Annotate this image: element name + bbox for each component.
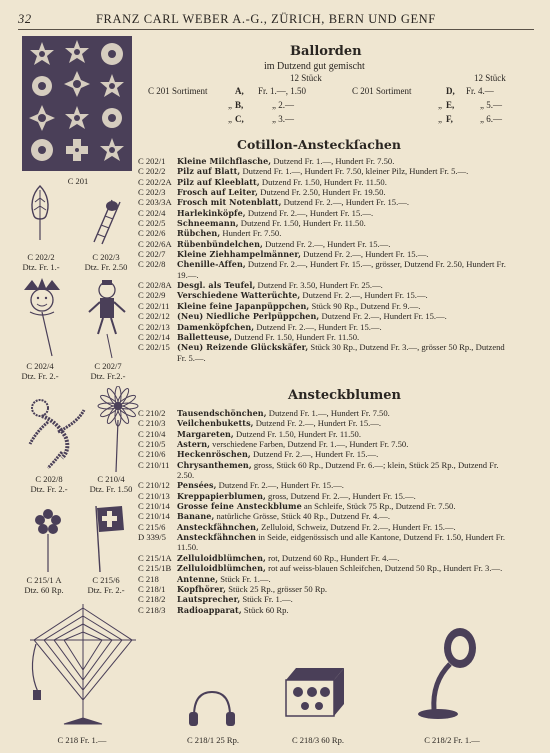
item-name: Kopfhörer, (177, 583, 227, 594)
item-name: Schneemann, (177, 218, 239, 229)
item-code: C 210/2 (138, 408, 166, 418)
item-price-text: Dutzend Fr. 2.—, Hundert Fr. 15.—, grösser, Dutzend Fr. 2.50, Hundert Fr. 19.—. (177, 259, 506, 280)
ballorden-prefix: „ (228, 114, 232, 124)
item-price-text: Dutzend Fr. 1.50, Hundert Fr. 11.50. (240, 218, 366, 229)
item-code: C 202/9 (138, 290, 166, 301)
item-name: Kleine Milchflasche, (177, 156, 272, 166)
item-name: Frosch auf Leiter, (177, 187, 259, 198)
item-code: C 210/5 (138, 439, 166, 450)
item-code: C 202/13 (138, 321, 170, 332)
item-code: C 202/4 (138, 207, 166, 218)
item-code: C 202/15 (138, 342, 170, 353)
ballorden-subtitle: im Dutzend gut gemischt (264, 61, 365, 72)
item-name: (Neu) Reizende Glückskäfer, (177, 342, 309, 353)
page-number: 32 (18, 12, 32, 26)
list-item (138, 584, 516, 594)
item-code: C 202/7 (138, 249, 166, 260)
item-description (177, 605, 516, 615)
item-description (177, 280, 516, 290)
item-name: Pensées, (177, 480, 217, 491)
item-price-text: Dutzend Fr. 1.50, Hundert Fr. 11.50. (261, 176, 387, 187)
list-item (138, 342, 516, 363)
item-price-text: Hundert Fr. 7.50. (222, 228, 282, 239)
jumping-jack-illustration (86, 278, 128, 360)
caption-c201: C 201 (67, 176, 89, 186)
qty-header-left: 12 Stück (290, 73, 322, 83)
item-code: C 202/2A (138, 176, 172, 187)
item-price-text: natürliche Grösse, Stück 40 Rp., Dutzend Fr. 4.—. (216, 511, 391, 522)
item-name: Frosch mit Notenblatt, (177, 197, 282, 208)
ballorden-price: Fr. 4.— (466, 86, 494, 96)
item-price-text: Dutzend Fr. 3.50, Hundert Fr. 25.—. (257, 280, 383, 291)
caption-code: C 215/6 (92, 575, 120, 585)
item-name: Chenille-Affen, (177, 259, 246, 270)
caption-code: C 202/4 (26, 361, 54, 371)
item-code: C 202/12 (138, 311, 170, 322)
list-item (138, 501, 516, 511)
item-price-text: Stück Fr. 1.—. (242, 594, 293, 605)
list-item (138, 449, 516, 459)
section-title-cotillon: Cotillon-Ansteckſachen (237, 137, 401, 152)
item-code: C 202/8 (138, 259, 166, 270)
item-price-text: Dutzend Fr. 2.—, Hundert Fr. 15.—. (302, 290, 428, 301)
list-item (138, 563, 516, 573)
item-code: C 210/14 (138, 511, 170, 522)
item-code: C 202/14 (138, 331, 170, 342)
caption-c202-2 (18, 252, 64, 272)
item-description (177, 218, 516, 228)
item-code: C 210/14 (138, 501, 170, 512)
item-name: Pilz auf Kleeblatt, (177, 176, 260, 187)
item-price-text: Dutzend Fr. 2.—, Hundert Fr. 15.—. (265, 238, 391, 249)
ballorden-letter: C, (235, 114, 244, 124)
list-item (138, 429, 516, 439)
list-item (138, 280, 516, 290)
item-price-text: Dutzend Fr. 2.—, Hundert Fr. 15.—. (303, 249, 429, 260)
item-name: Ansteckfähnchen, (177, 521, 259, 532)
item-name: Margareten, (177, 428, 234, 439)
item-name: Chrysanthemen, (177, 459, 252, 470)
item-name: Banane, (177, 511, 215, 522)
item-price-text: Dutzend Fr. 2.50, Hundert Fr. 19.50. (260, 187, 386, 198)
caption-code: C 202/2 (27, 252, 55, 262)
item-description (177, 429, 516, 439)
list-item (138, 166, 516, 176)
item-price-text: Dutzend Fr. 2.—, Hundert Fr. 15.—. (218, 480, 344, 491)
item-description (177, 177, 516, 187)
caption-price: Dtz. Fr. 2.- (30, 484, 68, 494)
item-name: Grosse feine Ansteckblume (177, 501, 302, 512)
item-description (177, 594, 516, 604)
item-price-text: gross, Dutzend Fr. 2.—, Hundert Fr. 15.—. (268, 490, 416, 501)
list-item (138, 522, 516, 532)
caption-c218-3: C 218/3 60 Rp. (292, 735, 344, 745)
item-name: Pilz auf Blatt, (177, 166, 241, 177)
item-code: C 210/13 (138, 490, 170, 501)
caption-price: Dtz. Fr.2.- (90, 371, 126, 381)
item-code: C 218/3 (138, 604, 166, 615)
caption-price: Dtz. Fr. 2.- (87, 585, 125, 595)
item-description (177, 449, 516, 459)
item-name: (Neu) Niedliche Perlpüppchen, (177, 311, 320, 322)
item-name: Balletteuse, (177, 331, 232, 342)
item-description (177, 166, 516, 176)
radio-set-illustration (282, 662, 348, 722)
item-description (177, 491, 516, 501)
list-item (138, 311, 516, 321)
ballorden-prefix: C 201 Sortiment (352, 86, 412, 96)
item-name: Heckenröschen, (177, 449, 251, 460)
item-description (177, 511, 516, 521)
item-code: C 210/4 (138, 428, 166, 439)
item-code: C 218 (138, 573, 159, 584)
margarete-flower-illustration (96, 386, 140, 476)
item-price-text: rot, Dutzend 60 Rp., Hundert Fr. 4.—. (268, 552, 400, 563)
list-item (138, 218, 516, 228)
item-description (177, 187, 516, 197)
item-name: Zelluloidblümchen, (177, 552, 266, 563)
caption-c218: C 218 Fr. 1.— (57, 735, 107, 745)
page-header (18, 10, 534, 30)
item-price-text: Dutzend Fr. 1.—, Hundert Fr. 7.50, kleiner Pilz, Hundert Fr. 5.—. (242, 166, 469, 177)
item-code: C 218/1 (138, 583, 166, 594)
list-item (138, 460, 516, 481)
item-description (177, 480, 516, 490)
item-name: Radioapparat, (177, 604, 242, 615)
item-code: C 210/3 (138, 418, 166, 429)
item-name: Lautsprecher, (177, 594, 241, 605)
list-item (138, 290, 516, 300)
item-price-text: Dutzend Fr. 1.50, Hundert Fr. 11.50. (234, 331, 360, 342)
item-price-text: Dutzend Fr. 2.—, Hundert Fr. 15.—. (283, 197, 409, 208)
item-description (177, 197, 516, 207)
item-name: Damenköpfchen, (177, 321, 255, 332)
item-price-text: an Schleife, Stück 75 Rp., Dutzend Fr. 7.50. (303, 501, 456, 512)
item-code: C 202/6A (138, 238, 172, 249)
item-code: C 215/1A (138, 552, 172, 563)
cotillon-item-list (138, 156, 516, 363)
item-price-text: Dutzend Fr. 1.50, Hundert Fr. 11.50. (235, 428, 361, 439)
item-code: D 339/5 (138, 532, 166, 543)
item-description (177, 311, 516, 321)
item-price-text: Dutzend Fr. 2.—, Hundert Fr. 15.—. (321, 311, 447, 322)
list-item (138, 156, 516, 166)
item-name: Antenne, (177, 573, 219, 584)
list-item (138, 408, 516, 418)
item-price-text: Stück 30 Rp., Dutzend Fr. 3.—, grösser 50 Rp., Dutzend Fr. 5.—. (177, 342, 505, 363)
item-description (177, 574, 516, 584)
ballorden-price: „ 3.— (272, 114, 294, 124)
item-code: C 215/6 (138, 521, 166, 532)
item-description (177, 522, 516, 532)
item-name: Desgl. als Teufel, (177, 280, 256, 291)
item-name: Astern, (177, 439, 211, 450)
item-price-text: Zelluloid, Schweiz, Dutzend Fr. 2.—, Hundert Fr. 15.—. (261, 521, 456, 532)
item-description (177, 553, 516, 563)
item-description (177, 156, 516, 166)
item-description (177, 322, 516, 332)
item-code: C 202/5 (138, 218, 166, 229)
caption-code: C 210/4 (97, 474, 125, 484)
list-item (138, 511, 516, 521)
item-price-text: Dutzend Fr. 1.—, Hundert Fr. 7.50. (268, 408, 390, 418)
ballorden-price: „ 5.— (480, 100, 502, 110)
caption-price: Dtz. Fr. 1.- (22, 262, 60, 272)
caption-c202-3 (76, 252, 136, 272)
item-description (177, 332, 516, 342)
item-name: Zelluloidblümchen, (177, 563, 266, 574)
ballorden-prefix: C 201 Sortiment (148, 86, 208, 96)
ballorden-letter: B, (235, 100, 244, 110)
item-price-text: in Seide, eidgenössisch und alle Kantone, Dutzend Fr. 1.50, Hundert Fr. 11.50. (177, 532, 506, 553)
item-name: Verschiedene Watterüchte, (177, 290, 301, 301)
item-name: Kleine Ziehhampelmänner, (177, 249, 301, 260)
item-description (177, 290, 516, 300)
ballorden-price: Fr. 1.—, 1.50 (258, 86, 307, 96)
list-item (138, 228, 516, 238)
headphones-illustration (186, 688, 238, 730)
item-code: C 218/2 (138, 594, 166, 605)
section-title-ansteckblumen: Ansteckblumen (288, 388, 402, 403)
ballorden-prefix: „ (228, 100, 232, 110)
item-description (177, 208, 516, 218)
item-description (177, 501, 516, 511)
item-code: C 202/1 (138, 156, 166, 166)
item-code: C 202/2 (138, 166, 166, 177)
item-code: C 202/3 (138, 187, 166, 198)
item-code: C 210/11 (138, 459, 170, 470)
list-item (138, 322, 516, 332)
item-price-text: gross, Stück 60 Rp., Dutzend Fr. 6.—; klein, Stück 25 Rp., Dutzend Fr. 2.50. (177, 459, 499, 481)
mushroom-leaf-illustration (28, 184, 52, 242)
item-description (177, 228, 516, 238)
ball-medals-illustration (22, 36, 132, 171)
caption-c202-4 (16, 361, 64, 381)
ballorden-prefix: „ (438, 114, 442, 124)
item-price-text: Stück 90 Rp., Dutzend Fr. 9.—. (311, 300, 421, 311)
list-item (138, 187, 516, 197)
item-name: Harlekinköpfe, (177, 207, 246, 218)
item-description (177, 342, 516, 363)
item-description (177, 584, 516, 594)
swiss-flag-illustration (88, 502, 128, 574)
list-item (138, 532, 516, 553)
item-name: Kleine feine Japanpüppchen, (177, 300, 310, 311)
list-item (138, 301, 516, 311)
item-description (177, 259, 516, 280)
list-item (138, 480, 516, 490)
item-price-text: verschiedene Farben, Dutzend Fr. 1.—, Hundert Fr. 7.50. (212, 439, 409, 450)
ballorden-letter: F, (446, 114, 453, 124)
caption-code: C 202/7 (94, 361, 122, 371)
frog-ladder-illustration (88, 196, 124, 246)
section-title-ballorden: Ballorden (290, 44, 362, 59)
item-name: Tausendschönchen, (177, 408, 267, 418)
caption-c218-1: C 218/1 25 Rp. (187, 735, 239, 745)
item-code: C 210/12 (138, 480, 170, 491)
ballorden-price: „ 6.— (480, 114, 502, 124)
item-code: C 202/11 (138, 300, 170, 311)
list-item (138, 177, 516, 187)
list-item (138, 197, 516, 207)
item-description (177, 460, 516, 481)
item-code: C 210/6 (138, 449, 166, 460)
qty-header-right: 12 Stück (474, 73, 506, 83)
list-item (138, 439, 516, 449)
list-item (138, 249, 516, 259)
caption-c215-6 (80, 575, 132, 595)
celluloid-flower-illustration (34, 508, 62, 574)
item-price-text: Stück Fr. 1.—. (220, 573, 271, 584)
ballorden-letter: D, (446, 86, 455, 96)
item-description (177, 439, 516, 449)
item-description (177, 532, 516, 553)
item-price-text: Dutzend Fr. 2.—, Hundert Fr. 15.—. (252, 449, 379, 460)
list-item (138, 594, 516, 604)
ballorden-price: „ 2.— (272, 100, 294, 110)
harlequin-head-illustration (20, 276, 64, 358)
antenna-illustration (24, 600, 142, 730)
caption-code: C 215/1 A (26, 575, 62, 585)
firm-name: FRANZ CARL WEBER A.-G., ZÜRICH, BERN UND GENF (96, 12, 436, 26)
item-code: C 203/3A (138, 197, 172, 208)
loudspeaker-illustration (410, 624, 480, 724)
caption-code: C 202/3 (92, 252, 120, 262)
caption-price: Dtz. Fr. 1.50 (89, 484, 133, 494)
chenille-monkey-illustration (18, 392, 88, 472)
item-description (177, 249, 516, 259)
ballorden-prefix: „ (438, 100, 442, 110)
caption-c215-1a (16, 575, 72, 595)
item-code: C 202/6 (138, 228, 166, 239)
item-name: Ansteckfähnchen (177, 532, 257, 543)
ballorden-letter: A, (235, 86, 244, 96)
item-name: Veilchenbuketts, (177, 418, 254, 429)
item-description (177, 408, 516, 418)
item-code: C 215/1B (138, 563, 172, 574)
item-name: Kreppapierblumen, (177, 490, 266, 501)
list-item (138, 259, 516, 280)
item-price-text: Stück 60 Rp. (243, 604, 289, 615)
caption-price: Dtz. Fr. 2.50 (84, 262, 128, 272)
caption-c218-2: C 218/2 Fr. 1.— (424, 735, 480, 745)
list-item (138, 574, 516, 584)
item-price-text: Stück 25 Rp., grösser 50 Rp. (228, 583, 328, 594)
list-item (138, 553, 516, 563)
item-name: Rübenbündelchen, (177, 238, 263, 249)
item-code: C 202/8A (138, 280, 172, 291)
list-item (138, 239, 516, 249)
item-price-text: rot auf weiss-blauen Schleifchen, Dutzend 50 Rp., Hundert Fr. 3.—. (268, 563, 503, 574)
ansteck-item-list (138, 408, 516, 615)
caption-code: C 202/8 (35, 474, 63, 484)
item-price-text: Dutzend Fr. 2.—, Hundert Fr. 15.—. (255, 418, 382, 429)
list-item (138, 491, 516, 501)
list-item (138, 332, 516, 342)
list-item (138, 208, 516, 218)
caption-c210-4 (80, 474, 142, 494)
caption-price: Dtz. Fr. 2.- (21, 371, 59, 381)
list-item (138, 605, 516, 615)
list-item (138, 418, 516, 428)
item-price-text: Dutzend Fr. 2.—, Hundert Fr. 15.—. (247, 207, 374, 218)
item-description (177, 418, 516, 428)
item-description (177, 239, 516, 249)
caption-price: Dtz. 60 Rp. (24, 585, 64, 595)
item-description (177, 563, 516, 573)
item-price-text: Dutzend Fr. 2.—, Hundert Fr. 15.—. (256, 321, 382, 332)
item-description (177, 301, 516, 311)
caption-c202-8 (24, 474, 74, 494)
item-name: Rübchen, (177, 228, 221, 239)
ballorden-letter: E, (446, 100, 455, 110)
item-price-text: Dutzend Fr. 1.—, Hundert Fr. 7.50. (273, 156, 395, 166)
caption-c202-7 (84, 361, 132, 381)
